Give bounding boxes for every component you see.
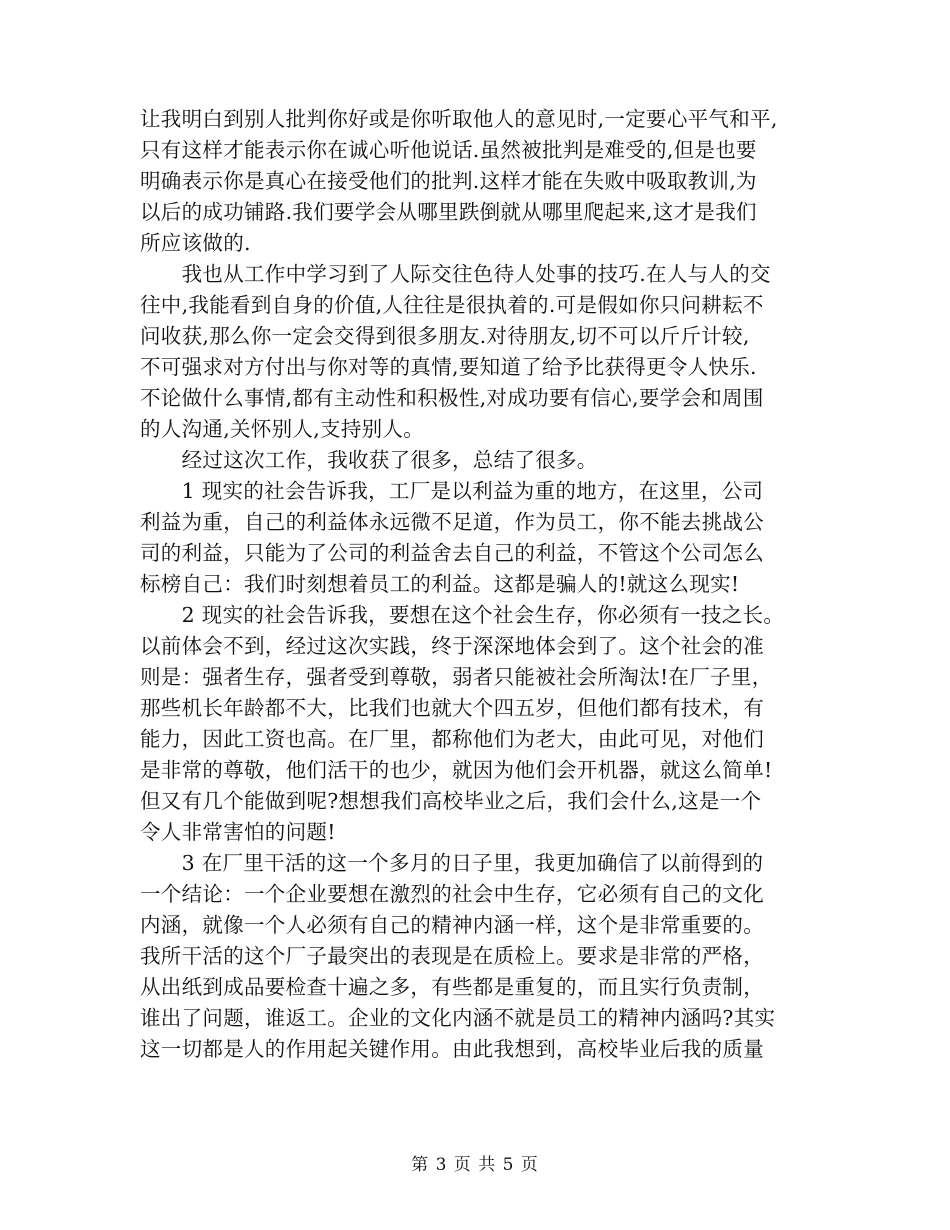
- text-line: 从出纸到成品要检查十遍之多，有些都是重复的，而且实行负责制，: [140, 975, 764, 999]
- text-line: 所应该做的.: [140, 231, 251, 255]
- text-line: 谁出了问题，谁返工。企业的文化内涵不就是员工的精神内涵吗?其实: [140, 1006, 776, 1030]
- text-line: 但又有几个能做到呢?想想我们高校毕业之后，我们会什么,这是一个: [140, 789, 762, 813]
- text-line: 一个结论：一个企业要想在激烈的社会中生存，它必须有自己的文化: [140, 882, 764, 906]
- body-text: [140, 104, 820, 1065]
- text-line: 内涵，就像一个人必须有自己的精神内涵一样，这个是非常重要的。: [140, 913, 764, 937]
- text-line: 我也从工作中学习到了人际交往色待人处事的技巧.在人与人的交: [140, 262, 771, 286]
- text-line: 让我明白到别人批判你好或是你听取他人的意见时,一定要心平气和平,: [140, 107, 778, 131]
- text-line: 令人非常害怕的问题!: [140, 820, 336, 844]
- text-line: 2 现实的社会告诉我，要想在这个社会生存，你必须有一技之长。: [140, 603, 785, 627]
- text-line: 则是：强者生存，强者受到尊敬，弱者只能被社会所淘汰!在厂子里，: [140, 665, 773, 689]
- text-line: 不可强求对方付出与你对等的真情,要知道了给予比获得更令人快乐.: [140, 355, 757, 379]
- text-line: 我所干活的这个厂子最突出的表现是在质检上。要求是非常的严格，: [140, 944, 764, 968]
- text-line: 利益为重，自己的利益体永远微不足道，作为员工，你不能去挑战公: [140, 510, 764, 534]
- text-line: 这一切都是人的作用起关键作用。由此我想到，高校毕业后我的质量: [140, 1037, 764, 1061]
- text-line: 以后的成功铺路.我们要学会从哪里跌倒就从哪里爬起来,这才是我们: [140, 200, 757, 224]
- text-line: 往中,我能看到自身的价值,人往往是很执着的.可是假如你只问耕耘不: [140, 293, 764, 317]
- text-line: 以前体会不到，经过这次实践，终于深深地体会到了。这个社会的准: [140, 634, 764, 658]
- text-line: 司的利益，只能为了公司的利益舍去自己的利益，不管这个公司怎么: [140, 541, 764, 565]
- text-line: 标榜自己：我们时刻想着员工的利益。这都是骗人的!就这么现实!: [140, 572, 740, 596]
- text-line: 能力，因此工资也高。在厂里，都称他们为老大，由此可见，对他们: [140, 727, 764, 751]
- text-line: 是非常的尊敬，他们活干的也少，就因为他们会开机器，就这么简单!: [140, 758, 773, 782]
- text-line: 那些机长年龄都不大，比我们也就大个四五岁，但他们都有技术，有: [140, 696, 764, 720]
- text-line: 的人沟通,关怀别人,支持别人。: [140, 417, 425, 441]
- text-line: 问收获,那么你一定会交得到很多朋友.对待朋友,切不可以斤斤计较,: [140, 324, 750, 348]
- text-line: 经过这次工作，我收获了很多，总结了很多。: [140, 448, 598, 472]
- text-line: 只有这样才能表示你在诚心听他说话.虽然被批判是难受的,但是也要: [140, 138, 757, 162]
- page-number-footer: 第 3 页 共 5 页: [411, 1155, 539, 1175]
- text-line: 3 在厂里干活的这一个多月的日子里，我更加确信了以前得到的: [140, 851, 764, 875]
- text-line: 不论做什么事情,都有主动性和积极性,对成功要有信心,要学会和周围: [140, 386, 764, 410]
- text-line: 1 现实的社会告诉我，工厂是以利益为重的地方，在这里，公司: [140, 479, 764, 503]
- text-line: 明确表示你是真心在接受他们的批判.这样才能在失败中吸取教训,为: [140, 169, 757, 193]
